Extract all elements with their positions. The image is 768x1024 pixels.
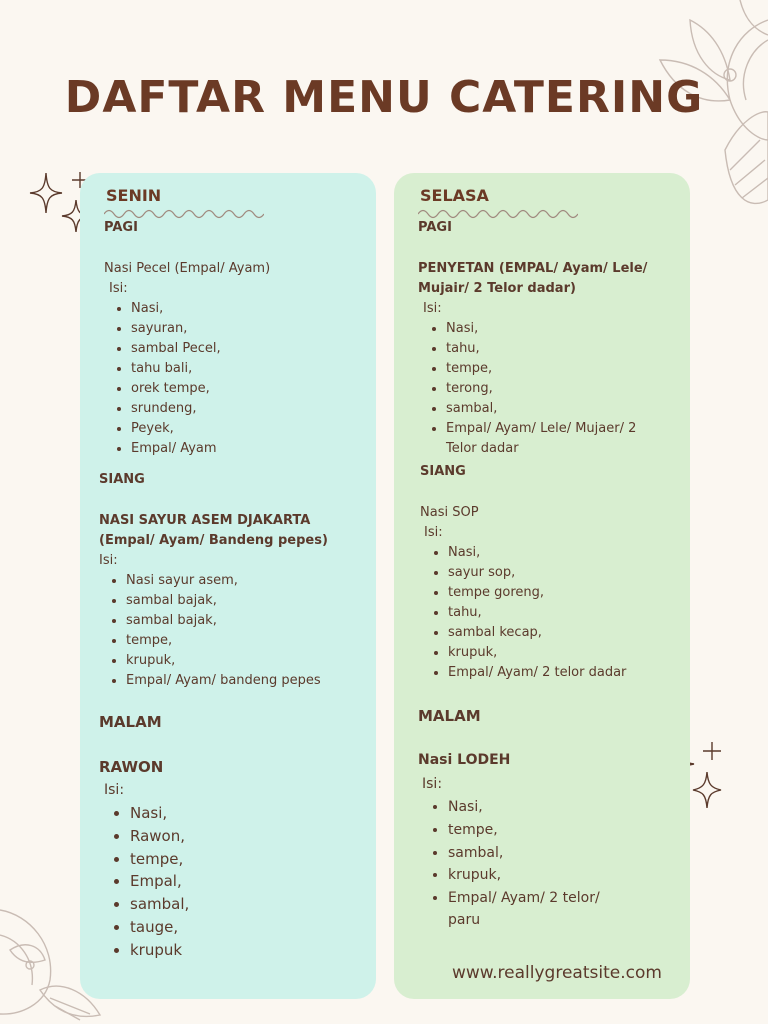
section-pagi: PAGI [104, 220, 138, 235]
list-item: • tauge, [130, 916, 189, 939]
list-item: • Nasi, [131, 299, 221, 319]
list-item: • sambal, [446, 399, 636, 419]
dish-name: PENYETAN (EMPAL/ Ayam/ Lele/ [418, 261, 648, 276]
list-item: • Nasi, [446, 319, 636, 339]
list-item: • Empal/ Ayam [131, 439, 221, 459]
ingredient-list [428, 796, 600, 910]
list-item: • Nasi, [448, 543, 626, 563]
squiggle-divider [104, 208, 264, 220]
list-item: • sambal bajak, [126, 591, 321, 611]
isi-label: Isi: [104, 782, 125, 798]
ingredient-list [111, 299, 221, 459]
dish-name: Nasi LODEH [418, 752, 511, 768]
list-item: • krupuk, [448, 864, 600, 887]
dish-name-cont: Mujair/ 2 Telor dadar) [418, 281, 576, 296]
isi-label: Isi: [99, 553, 118, 568]
list-item: • sayur sop, [448, 563, 626, 583]
list-item: • Empal/ Ayam/ bandeng pepes [126, 671, 321, 691]
section-malam: MALAM [418, 707, 481, 725]
list-item: • krupuk, [448, 643, 626, 663]
list-item: • Rawon, [130, 825, 189, 848]
ingredient-list [428, 543, 626, 683]
list-item: • Empal/ Ayam/ Lele/ Mujaer/ 2 [446, 419, 636, 439]
website-link[interactable]: www.reallygreatsite.com [452, 963, 662, 983]
page-title: DAFTAR MENU CATERING [64, 72, 704, 123]
list-item: • sambal Pecel, [131, 339, 221, 359]
list-item: • tempe, [130, 848, 189, 871]
isi-label: Isi: [422, 776, 443, 792]
isi-label: Isi: [109, 281, 128, 296]
list-item: • srundeng, [131, 399, 221, 419]
ingredient-list [106, 571, 321, 691]
list-item: • Nasi, [130, 802, 189, 825]
section-siang: SIANG [420, 464, 466, 479]
list-item: • tempe, [126, 631, 321, 651]
dish-name: RAWON [99, 758, 164, 776]
list-item: • Empal, [130, 870, 189, 893]
dish-name: Nasi Pecel (Empal/ Ayam) [104, 261, 271, 276]
section-pagi: PAGI [418, 220, 452, 235]
list-item: • Nasi sayur asem, [126, 571, 321, 591]
list-item: • sambal bajak, [126, 611, 321, 631]
list-item: • Empal/ Ayam/ 2 telor dadar [448, 663, 626, 683]
section-siang: SIANG [99, 472, 145, 487]
list-item: • tempe, [448, 819, 600, 842]
list-item: • sambal, [448, 842, 600, 865]
list-item: • Nasi, [448, 796, 600, 819]
dish-name-cont: (Empal/ Ayam/ Bandeng pepes) [99, 533, 328, 548]
squiggle-divider [418, 208, 578, 220]
list-item-cont: Telor dadar [446, 441, 519, 456]
list-item: • tempe goreng, [448, 583, 626, 603]
list-item: • terong, [446, 379, 636, 399]
isi-label: Isi: [424, 525, 443, 540]
list-item: • sambal, [130, 893, 189, 916]
ingredient-list [110, 802, 189, 962]
list-item: • tahu, [448, 603, 626, 623]
dish-name: NASI SAYUR ASEM DJAKARTA [99, 513, 311, 528]
list-item-cont: paru [448, 912, 481, 928]
list-item: • tahu bali, [131, 359, 221, 379]
list-item: • Empal/ Ayam/ 2 telor/ [448, 887, 600, 910]
list-item: • orek tempe, [131, 379, 221, 399]
isi-label: Isi: [423, 301, 442, 316]
list-item: • krupuk [130, 939, 189, 962]
list-item: • Peyek, [131, 419, 221, 439]
ingredient-list [426, 319, 636, 439]
dish-name: Nasi SOP [420, 505, 479, 520]
list-item: • sayuran, [131, 319, 221, 339]
list-item: • tempe, [446, 359, 636, 379]
section-malam: MALAM [99, 713, 162, 731]
day-title-selasa: SELASA [420, 186, 489, 205]
list-item: • tahu, [446, 339, 636, 359]
list-item: • sambal kecap, [448, 623, 626, 643]
list-item: • krupuk, [126, 651, 321, 671]
day-title-senin: SENIN [106, 186, 162, 205]
